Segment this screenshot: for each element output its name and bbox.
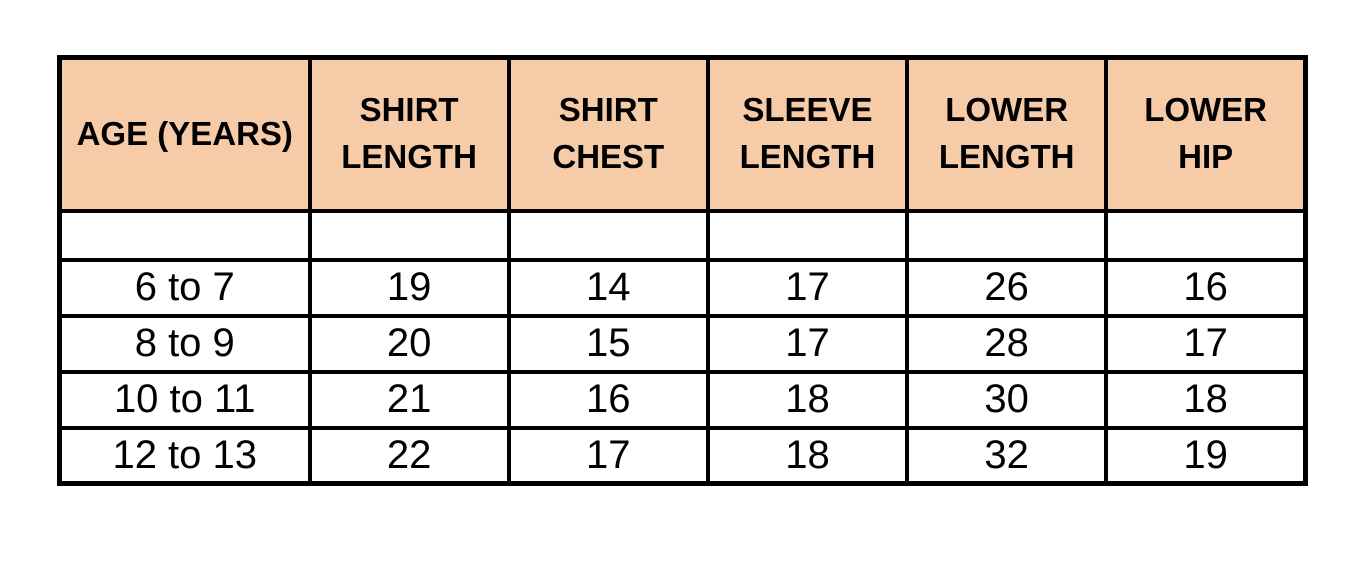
shirt-chest-cell: 15 (509, 316, 708, 372)
table-cell (310, 211, 509, 260)
header-label: SLEEVE LENGTH (739, 91, 876, 176)
header-row (60, 58, 1306, 211)
lower-hip-cell: 17 (1106, 316, 1305, 372)
header-cell-lower-length (907, 58, 1106, 211)
sleeve-length-cell: 18 (708, 372, 907, 428)
header-label: LOWER HIP (1144, 91, 1268, 176)
lower-length-cell: 30 (907, 372, 1106, 428)
age-cell: 8 to 9 (60, 316, 310, 372)
table-row-8-to-9 (60, 316, 1306, 372)
sleeve-length-cell: 18 (708, 428, 907, 484)
shirt-length-cell: 20 (310, 316, 509, 372)
size-chart-table (57, 55, 1308, 486)
lower-length-cell: 28 (907, 316, 1106, 372)
lower-length-cell: 26 (907, 260, 1106, 316)
lower-hip-cell: 18 (1106, 372, 1305, 428)
header-label: SHIRT LENGTH (341, 91, 477, 176)
table-row-10-to-11 (60, 372, 1306, 428)
sleeve-length-cell: 17 (708, 316, 907, 372)
shirt-chest-cell: 14 (509, 260, 708, 316)
age-cell: 10 to 11 (60, 372, 310, 428)
shirt-length-cell: 21 (310, 372, 509, 428)
shirt-chest-cell: 17 (509, 428, 708, 484)
header-label: LOWER LENGTH (938, 91, 1075, 176)
table-cell (708, 211, 907, 260)
header-label: SHIRT CHEST (552, 91, 665, 176)
table-cell (907, 211, 1106, 260)
table-cell (60, 211, 310, 260)
header-cell-age-years (60, 58, 310, 211)
table-row-12-to-13 (60, 428, 1306, 484)
header-cell-shirt-chest (509, 58, 708, 211)
empty-row (60, 211, 1306, 260)
header-cell-shirt-length (310, 58, 509, 211)
lower-hip-cell: 19 (1106, 428, 1305, 484)
lower-hip-cell: 16 (1106, 260, 1305, 316)
table-row-6-to-7 (60, 260, 1306, 316)
table-cell (509, 211, 708, 260)
age-cell: 6 to 7 (60, 260, 310, 316)
lower-length-cell: 32 (907, 428, 1106, 484)
sleeve-length-cell: 17 (708, 260, 907, 316)
shirt-chest-cell: 16 (509, 372, 708, 428)
header-cell-lower-hip (1106, 58, 1305, 211)
shirt-length-cell: 22 (310, 428, 509, 484)
header-label: AGE (YEARS) (76, 114, 293, 152)
table-cell (1106, 211, 1305, 260)
shirt-length-cell: 19 (310, 260, 509, 316)
age-cell: 12 to 13 (60, 428, 310, 484)
header-cell-sleeve-length (708, 58, 907, 211)
